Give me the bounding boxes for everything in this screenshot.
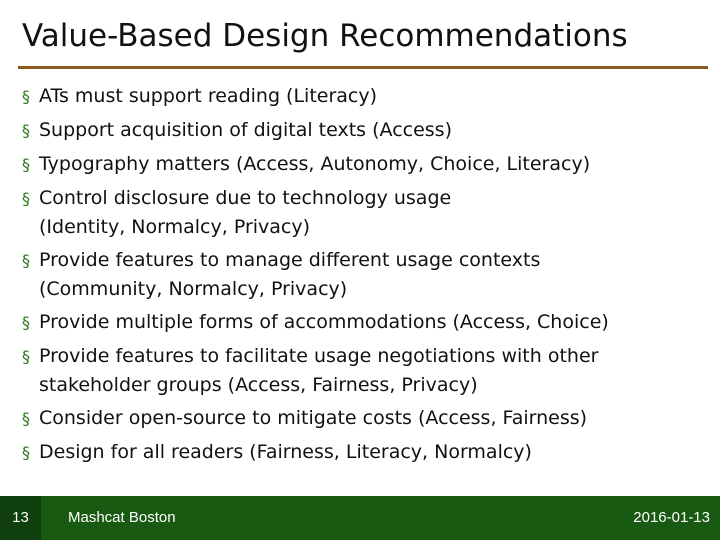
bullet-text-line-2: (Identity, Normalcy, Privacy): [39, 216, 311, 238]
bullet-item: [22, 150, 702, 179]
bullet-text-line-2: stakeholder groups (Access, Fairness, Privacy): [39, 374, 478, 396]
footer-date: 2016-01-13: [633, 509, 710, 526]
bullet-text: Provide multiple forms of accommodations (Access, Choice): [39, 311, 609, 333]
bullet-text: Typography matters (Access, Autonomy, Choice, Literacy): [39, 153, 591, 175]
bullet-text-line-1: Provide features to manage different usage contexts: [39, 249, 541, 271]
bullet-text: Design for all readers (Fairness, Literacy, Normalcy): [39, 441, 532, 463]
bullet-item: [22, 404, 702, 433]
bullet-item: [22, 342, 702, 400]
bullet-item: [22, 308, 702, 337]
bullet-text-line-2: (Community, Normalcy, Privacy): [39, 278, 348, 300]
bullet-text-line-1: Provide features to facilitate usage negotiations with other: [39, 345, 599, 367]
bullet-marker-icon: §: [22, 189, 30, 208]
bullet-item: [22, 116, 702, 145]
bullet-text: Support acquisition of digital texts (Access): [39, 119, 452, 141]
bullet-marker-icon: §: [22, 313, 30, 332]
bullet-marker-icon: §: [22, 251, 30, 270]
bullet-text: Consider open-source to mitigate costs (Access, Fairness): [39, 407, 588, 429]
bullet-list: [22, 82, 702, 472]
bullet-marker-icon: §: [22, 409, 30, 428]
footer-bar: [0, 496, 720, 540]
bullet-marker-icon: §: [22, 347, 30, 366]
slide-title: Value-Based Design Recommendations: [22, 18, 628, 54]
footer-event-name: Mashcat Boston: [68, 509, 176, 526]
title-rule: [18, 66, 708, 69]
bullet-marker-icon: §: [22, 155, 30, 174]
bullet-text: ATs must support reading (Literacy): [39, 85, 378, 107]
bullet-item: [22, 246, 702, 304]
bullet-item: [22, 184, 702, 242]
bullet-marker-icon: §: [22, 443, 30, 462]
bullet-item: [22, 438, 702, 467]
bullet-marker-icon: §: [22, 121, 30, 140]
bullet-text-line-1: Control disclosure due to technology usage: [39, 187, 452, 209]
bullet-marker-icon: §: [22, 87, 30, 106]
bullet-item: [22, 82, 702, 111]
slide-number: 13: [0, 496, 41, 540]
